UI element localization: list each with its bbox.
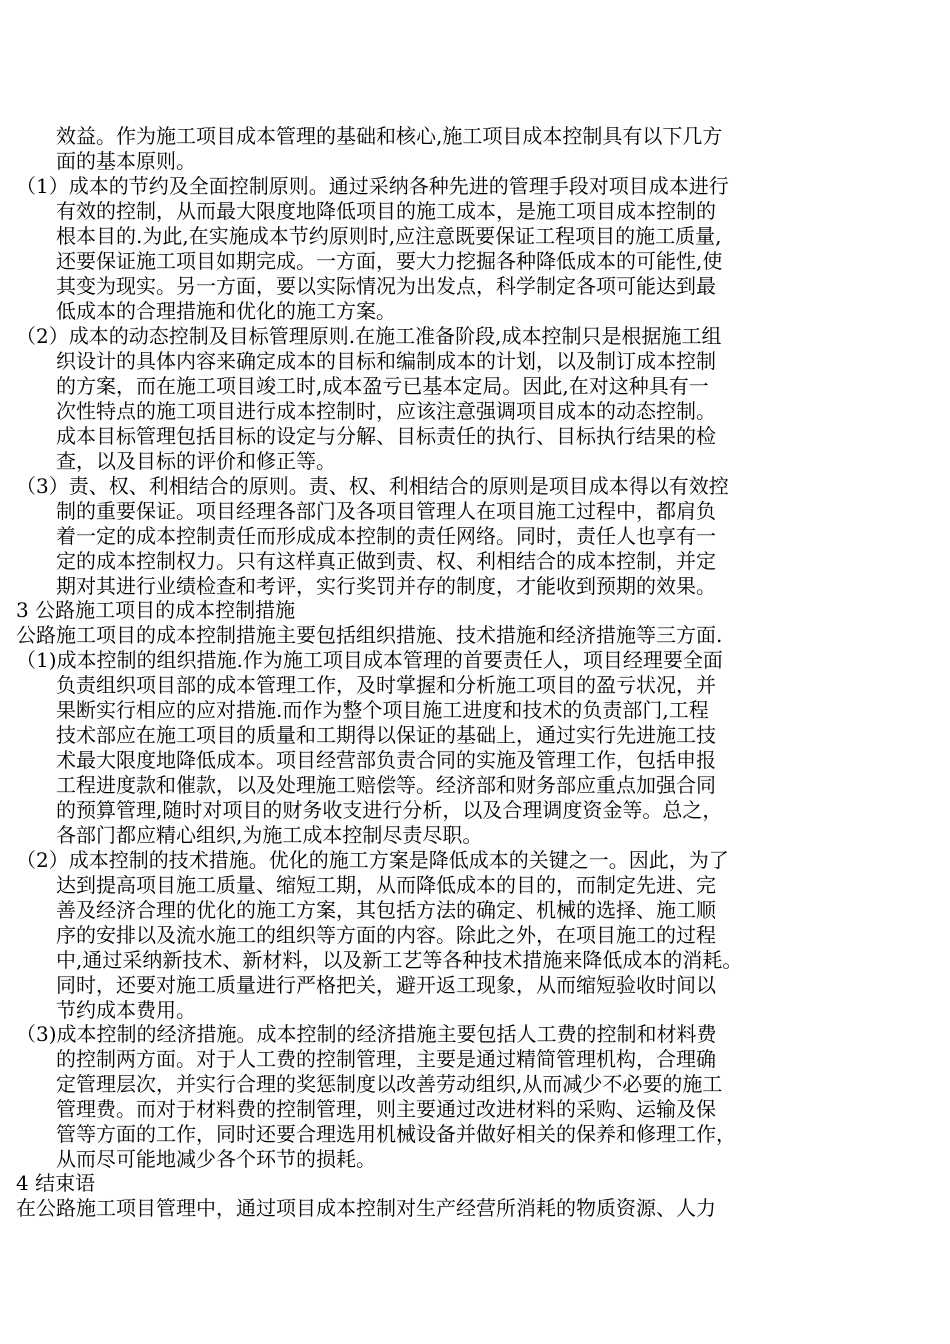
text-line: 各部门都应精心组织,为施工成本控制尽责尽职。 bbox=[56, 823, 483, 847]
text-line: （1）成本的节约及全面控制原则。通过采纳各种先进的管理手段对项目成本进行 bbox=[16, 174, 729, 198]
text-line: 中,通过采纳新技术、新材料，以及新工艺等各种技术措施来降低成本的消耗。 bbox=[56, 948, 743, 972]
text-line: 技术部应在施工项目的质量和工期得以保证的基础上，通过实行先进施工技 bbox=[56, 723, 716, 747]
text-line: （3)成本控制的经济措施。成本控制的经济措施主要包括人工费的控制和材料费 bbox=[16, 1022, 717, 1046]
text-line: 面的基本原则。 bbox=[56, 149, 196, 173]
text-line: 达到提高项目施工质量、缩短工期，从而降低成本的目的，而制定先进、完 bbox=[56, 873, 716, 897]
text-line: 在公路施工项目管理中，通过项目成本控制对生产经营所消耗的物质资源、人力 bbox=[16, 1196, 716, 1220]
text-line: 织设计的具体内容来确定成本的目标和编制成本的计划，以及制订成本控制 bbox=[56, 349, 716, 373]
text-line: 次性特点的施工项目进行成本控制时，应该注意强调项目成本的动态控制。 bbox=[56, 399, 716, 423]
text-line: 有效的控制，从而最大限度地降低项目的施工成本，是施工项目成本控制的 bbox=[56, 199, 716, 223]
text-line: 其变为现实。另一方面，要以实际情况为出发点，科学制定各项可能达到最 bbox=[56, 274, 716, 298]
text-line: 工程进度款和催款，以及处理施工赔偿等。经济部和财务部应重点加强合同 bbox=[56, 773, 716, 797]
text-line: 低成本的合理措施和优化的施工方案。 bbox=[56, 299, 396, 323]
text-line: 的方案，而在施工项目竣工时,成本盈亏已基本定局。因此,在对这种具有一 bbox=[56, 374, 709, 398]
text-line: 还要保证施工项目如期完成。一方面，要大力挖掘各种降低成本的可能性,使 bbox=[56, 249, 723, 273]
text-line: 根本目的.为此,在实施成本节约原则时,应注意既要保证工程项目的施工质量, bbox=[56, 224, 722, 248]
text-line: 的控制两方面。对于人工费的控制管理，主要是通过精简管理机构，合理确 bbox=[56, 1047, 716, 1071]
text-line: 管理费。而对于材料费的控制管理，则主要通过改进材料的采购、运输及保 bbox=[56, 1097, 716, 1121]
text-line: （2）成本的动态控制及目标管理原则.在施工准备阶段,成本控制只是根据施工组 bbox=[16, 324, 722, 348]
text-line: 制的重要保证。项目经理各部门及各项目管理人在项目施工过程中，都肩负 bbox=[56, 499, 716, 523]
text-line: 公路施工项目的成本控制措施主要包括组织措施、技术措施和经济措施等三方面. bbox=[16, 623, 723, 647]
text-line: 着一定的成本控制责任而形成成本控制的责任网络。同时，责任人也享有一 bbox=[56, 524, 716, 548]
text-line: 定的成本控制权力。只有这样真正做到责、权、利相结合的成本控制，并定 bbox=[56, 549, 716, 573]
text-line: （1)成本控制的组织措施.作为施工项目成本管理的首要责任人，项目经理要全面 bbox=[16, 648, 723, 672]
text-line: 同时，还要对施工质量进行严格把关，避开返工现象，从而缩短验收时间以 bbox=[56, 973, 716, 997]
text-line: （3）责、权、利相结合的原则。责、权、利相结合的原则是项目成本得以有效控 bbox=[16, 474, 729, 498]
text-line: 从而尽可能地减少各个环节的损耗。 bbox=[56, 1147, 376, 1171]
text-line: 查，以及目标的评价和修正等。 bbox=[56, 449, 336, 473]
text-line: 序的安排以及流水施工的组织等方面的内容。除此之外，在项目施工的过程 bbox=[56, 923, 716, 947]
text-line: 的预算管理,随时对项目的财务收支进行分析，以及合理调度资金等。总之， bbox=[56, 798, 723, 822]
text-line: 果断实行相应的应对措施.而作为整个项目施工进度和技术的负责部门,工程 bbox=[56, 698, 709, 722]
text-line: 定管理层次，并实行合理的奖惩制度以改善劳动组织,从而减少不必要的施工 bbox=[56, 1072, 723, 1096]
text-line: 管等方面的工作，同时还要合理选用机械设备并做好相关的保养和修理工作， bbox=[56, 1122, 736, 1146]
text-line: 节约成本费用。 bbox=[56, 998, 196, 1022]
text-line: 负责组织项目部的成本管理工作，及时掌握和分析施工项目的盈亏状况，并 bbox=[56, 673, 716, 697]
text-line: 期对其进行业绩检查和考评，实行奖罚并存的制度，才能收到预期的效果。 bbox=[56, 574, 716, 598]
text-line: 效益。作为施工项目成本管理的基础和核心,施工项目成本控制具有以下几方 bbox=[56, 124, 723, 148]
text-line: （2）成本控制的技术措施。优化的施工方案是降低成本的关键之一。因此，为了 bbox=[16, 848, 729, 872]
section-heading: 4 结束语 bbox=[16, 1171, 96, 1195]
text-line: 术最大限度地降低成本。项目经营部负责合同的实施及管理工作，包括申报 bbox=[56, 748, 716, 772]
section-heading: 3 公路施工项目的成本控制措施 bbox=[16, 598, 296, 622]
text-line: 善及经济合理的优化的施工方案，其包括方法的确定、机械的选择、施工顺 bbox=[56, 898, 716, 922]
text-line: 成本目标管理包括目标的设定与分解、目标责任的执行、目标执行结果的检 bbox=[56, 424, 716, 448]
